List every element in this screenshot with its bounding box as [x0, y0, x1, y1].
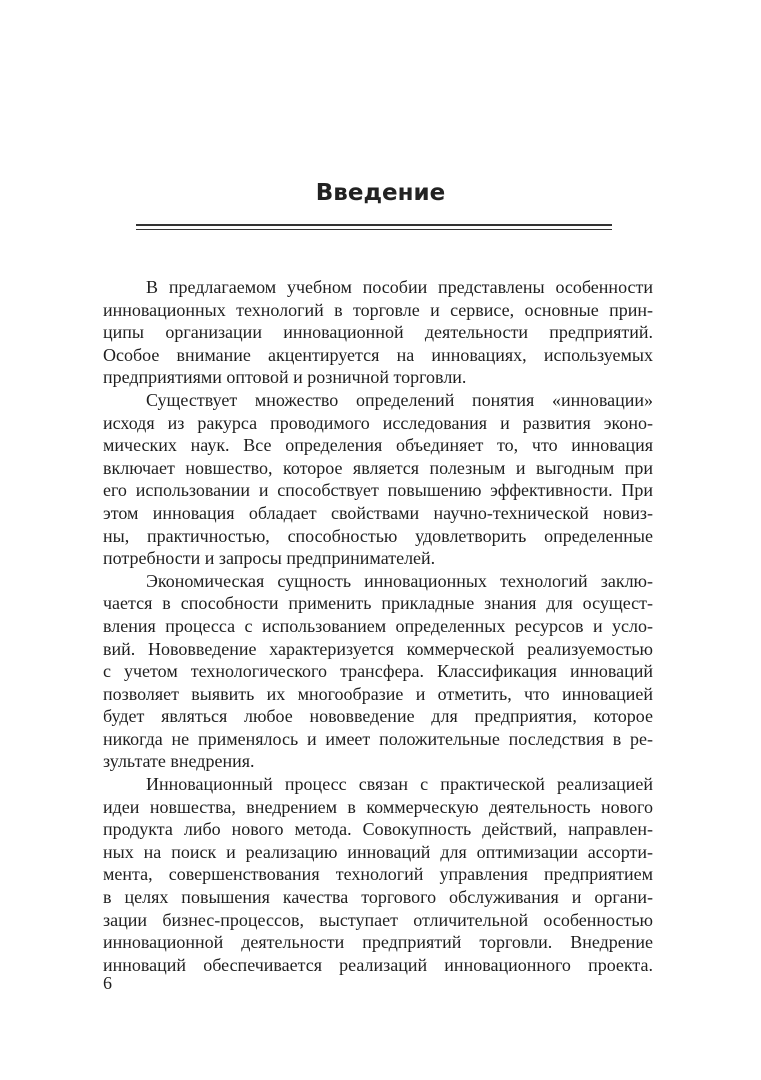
text-line: потребности и запросы предпринимателей. — [103, 548, 436, 569]
text-line: вления процесса с использованием определенных ресурсов и усло- — [103, 615, 653, 636]
text-line: никогда не применялось и имеет положительные последствия в ре- — [103, 728, 653, 749]
text-line: Инновационный процесс связан с практической реализацией — [146, 774, 653, 795]
text-line: ципы организации инновационной деятельности предприятий. — [103, 322, 653, 343]
page-number: 6 — [103, 973, 112, 993]
paragraph — [103, 389, 653, 570]
text-line: будет являться любое нововведение для предприятия, которое — [103, 706, 653, 727]
text-line: в целях повышения качества торгового обслуживания и органи- — [103, 887, 653, 908]
text-line: продукта либо нового метода. Совокупность действий, направлен- — [103, 819, 653, 840]
text-line: инновационных технологий в торговле и сервисе, основные прин- — [103, 299, 653, 320]
text-line: ных на поиск и реализацию инноваций для оптимизации ассорти- — [103, 841, 653, 862]
heading-rule-bottom — [136, 229, 612, 230]
text-line: Экономическая сущность инновационных технологий заклю- — [146, 570, 653, 591]
body-text — [103, 276, 653, 976]
paragraph — [103, 276, 653, 389]
text-line: ны, практичностью, способностью удовлетворить определенные — [103, 525, 653, 546]
text-line: с учетом технологического трансфера. Классификация инноваций — [103, 661, 653, 682]
chapter-heading: Введение — [315, 180, 446, 206]
text-line: чается в способности применить прикладные знания для осущест- — [103, 593, 653, 614]
text-line: инновационной деятельности предприятий торговли. Внедрение — [103, 932, 653, 953]
text-line: зультате внедрения. — [103, 751, 255, 772]
text-line: мента, совершенствования технологий управления предприятием — [103, 864, 653, 885]
text-line: Существует множество определений понятия «инновации» — [146, 389, 653, 410]
text-line: вий. Нововведение характеризуется коммерческой реализуемостью — [103, 638, 653, 659]
text-line: мических наук. Все определения объединяет то, что инновация — [103, 435, 653, 456]
text-line: инноваций обеспечивается реализаций инновационного проекта. — [103, 954, 653, 975]
text-line: позволяет выявить их многообразие и отметить, что инновацией — [103, 683, 653, 704]
heading-rule-top — [136, 224, 612, 226]
text-line: исходя из ракурса проводимого исследования и развития эконо- — [103, 412, 653, 433]
text-line: зации бизнес-процессов, выступает отличительной особенностью — [103, 909, 653, 930]
text-line: этом инновация обладает свойствами научно-технической новиз- — [103, 502, 653, 523]
text-line: Особое внимание акцентируется на инновациях, используемых — [103, 344, 653, 365]
text-line: В предлагаемом учебном пособии представлены особенности — [146, 277, 653, 297]
paragraph — [103, 773, 653, 976]
text-line: идеи новшества, внедрением в коммерческую деятельность нового — [103, 796, 653, 817]
text-line: включает новшество, которое является полезным и выгодным при — [103, 457, 653, 478]
text-line: его использовании и способствует повышению эффективности. При — [103, 480, 653, 501]
paragraph — [103, 570, 653, 773]
text-line: предприятиями оптовой и розничной торговли. — [103, 367, 467, 388]
